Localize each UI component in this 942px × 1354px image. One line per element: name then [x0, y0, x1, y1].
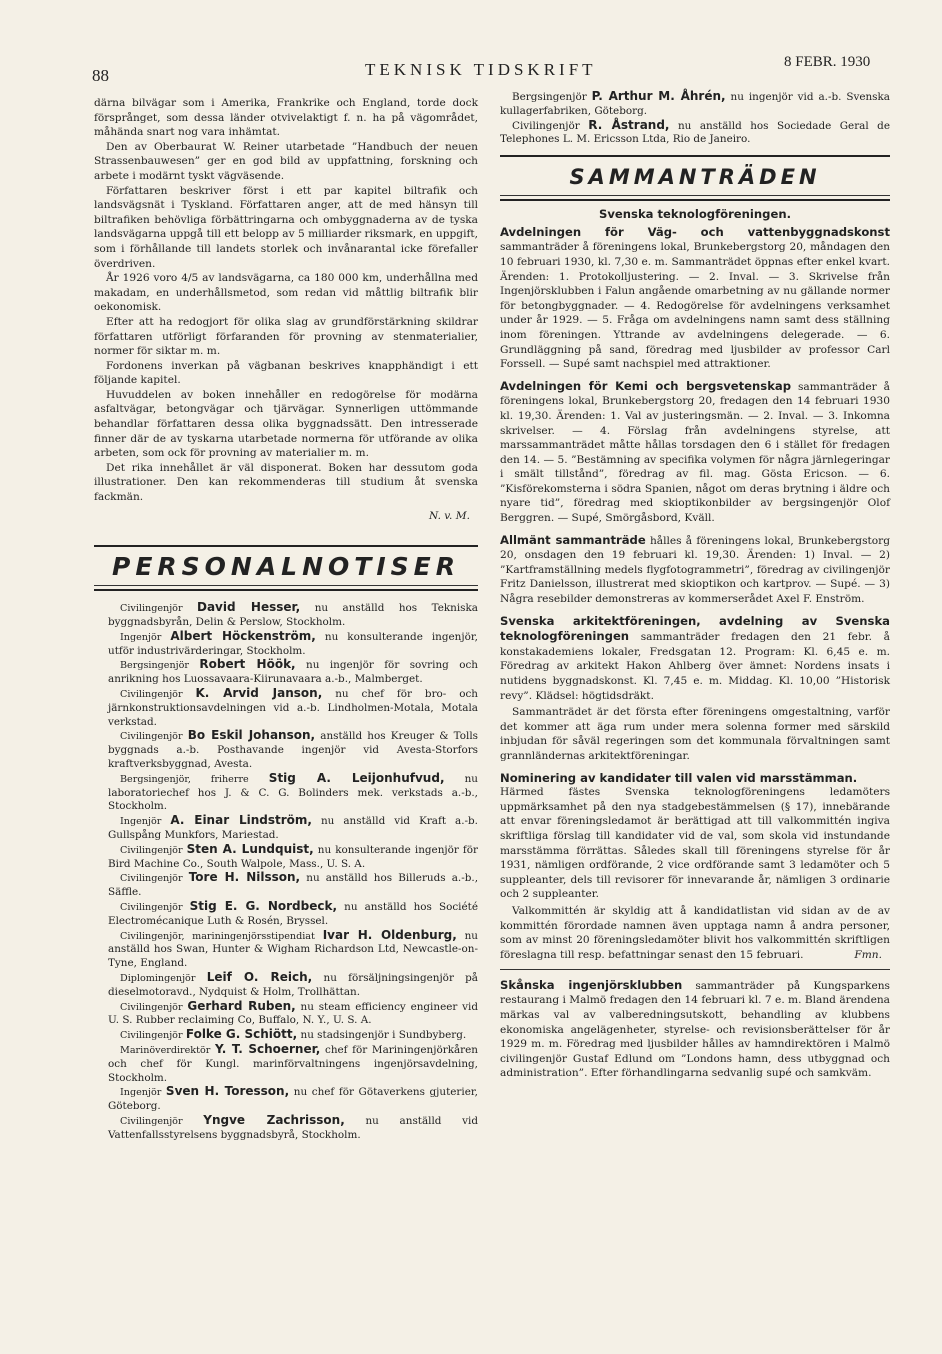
entry-heading: Svenska arkitektföreningen, avdelning av Svenska teknologföreningen — [500, 613, 890, 644]
entry-body: Sammanträdet är det första efter föreningens omgestaltning, varför det kommer att äga rum under mera solenna former med särskild inbjudan för såväl regeringen som det kommunala förvaltningen samt grannländernas arkitektföreningar. — [500, 706, 890, 762]
notice-item: Bergsingenjör P. Arthur M. Åhrén, nu ingenjör vid a.-b. Svenska kullagerfabriken, Göteborg. — [500, 89, 890, 117]
divider — [500, 195, 890, 196]
entry-heading: Skånska ingenjörsklubben — [500, 977, 683, 992]
section-title-personalnotiser: PERSONALNOTISER — [112, 552, 460, 582]
paragraph: därna bilvägar som i Amerika, Frankrike och England, torde dock försprånget, som dessa länder otvivelaktigt f. n. ha på vägområdet, måhända snart nog vara inhämtat. — [94, 97, 478, 139]
notice-item: Ingenjör Sven H. Toresson, nu chef för Götaverkens gjuterier, Göteborg. — [108, 1084, 478, 1113]
paragraph: Efter att ha redogjort för olika slag av grundförstärkning skildrar författaren utförligt förfaranden för provning av stenmaterialier, normer för siktar m. m. — [94, 315, 478, 358]
notice-item: Diplomingenjör Leif O. Reich, nu försäljningsingenjör på dieselmotoravd., Nydquist & Holm, Trollhättan. — [108, 969, 478, 998]
left-column — [94, 96, 478, 1143]
divider — [94, 545, 478, 547]
notice-item: Bergsingenjör Robert Höök, nu ingenjör för sovring och anrikning hos Luossavaara-Kiirunavaara a.-b., Malmberget. — [108, 657, 478, 686]
notice-list — [94, 601, 478, 1142]
divider — [94, 589, 478, 591]
notice-item: Civilingenjör Bo Eskil Johanson, anställd hos Kreuger & Tolls byggnads a.-b. Posthavande ingenjör vid Avesta-Storfors kraftverksbyggnad, Avesta. — [108, 728, 478, 770]
notice-item: Civilingenjör Tore H. Nilsson, nu anställd hos Billeruds a.-b., Säffle. — [108, 870, 478, 899]
divider — [94, 585, 478, 586]
meeting-entry — [500, 379, 890, 526]
paragraph: Det rika innehållet är väl disponerat. Boken har dessutom goda illustrationer. Den kan rekommenderas till studium åt svenska fackmän. — [94, 461, 478, 504]
notice-item: Ingenjör A. Einar Lindström, nu anställd vid Kraft a.-b. Gullspång Munkfors, Mariestad. — [108, 813, 478, 841]
meeting-entry — [500, 614, 890, 704]
notice-item: Civilingenjör R. Åstrand, nu anställd hos Sociedade Geral de Telephones L. M. Ericsson Ltda, Rio de Janeiro. — [500, 117, 890, 146]
entry-body: Valkommittén är skyldig att å kandidatlistan vid sidan av de av kommittén förordade namnen även upptaga namn å andra personer, som av minst 20 föreningsledamöter blivit hos valkommittén skriftligen föreslagna till resp. befattningar senast den 15 februari. — [500, 904, 890, 961]
journal-title: TEKNISK TIDSKRIFT — [365, 60, 597, 79]
divider — [500, 969, 890, 970]
paragraph: År 1926 voro 4/5 av landsvägarna, ca 180 000 km, underhållna med makadam, en underhållsmetod, som redan vid måttlig biltrafik blir oekonomisk. — [94, 272, 478, 314]
entry-heading: Avdelningen för Kemi och bergsvetenskap — [500, 378, 792, 393]
entry-heading: Nominering av kandidater till valen vid marsstämman. — [500, 770, 858, 785]
entry-heading: Allmänt sammanträde — [500, 532, 646, 547]
meeting-entry — [500, 533, 890, 607]
issue-date: 8 FEBR. 1930 — [784, 54, 871, 70]
notice-item: Civilingenjör Yngve Zachrisson, nu anställd vid Vattenfallsstyrelsens byggnadsbyrå, Stockholm. — [108, 1112, 478, 1141]
notice-item: Marinöverdirektör Y. T. Schoerner, chef för Mariningenjörkåren och chef för Kungl. marinförvaltningens ingenjörsavdelning, Stockholm. — [108, 1041, 478, 1084]
notice-item: Civilingenjör K. Arvid Janson, nu chef för bro- och järnkonstruktionsavdelningen vid a.-b. Lindholmen-Motala, Motala verkstad. — [108, 686, 479, 728]
notice-item: Ingenjör Albert Höckenström, nu konsulterande ingenjör, utför industrivärderingar, Stockholm. — [108, 628, 478, 657]
divider — [500, 155, 890, 157]
notice-item: Civilingenjör David Hesser, nu anställd hos Tekniska byggnadsbyrån, Delin & Perslow, Stockholm. — [108, 600, 478, 629]
meeting-entry — [500, 225, 890, 372]
notice-item: Civilingenjör Stig E. G. Nordbeck, nu anställd hos Société Electromécanique Luth & Rosén, Bryssel. — [108, 898, 478, 927]
entry-heading: Avdelningen för Väg- och vattenbyggnadskonst — [500, 224, 890, 239]
notice-item: Civilingenjör, mariningenjörsstipendiat Ivar H. Oldenburg, nu anställd hos Swan, Hunter & Wigham Richardson Ltd, Newcastle-on-Tyne, England. — [108, 927, 478, 970]
society-subheading: Svenska teknologföreningen. — [599, 207, 791, 222]
entry-body: sammanträder å föreningens lokal, Brunkebergstorg 20, fredagen den 14 februari 1930 kl. 19,30. Ärenden: 1. Val av justeringsmän. — 2. Inval. — 3. Inkomna skrivelser. — 4. Förslag från avdelningens styrelse, att marssammanträdet måtte hållas torsdagen den 6 i stället för fredagen den 14. — 5. ”Bestämning av specifika volymen för några järnlegeringar i smält tillstånd”, föredrag av fil. mag. Gösta Ericson. — 6. ”Kisförekomsterna i södra Spanien, något om deras brytning i äldre och nyare tid”, föredrag med skioptikonbilder av bergsingenjör Olof Berggren. — Supé, Smörgåsbord, Kväll. — [500, 380, 890, 525]
meeting-entry — [500, 705, 890, 763]
entry-body: Härmed fästes Svenska teknologföreningens ledamöters uppmärksamhet på den nya stadgebestämmelsen (§ 17), innebärande att envar föreningsledamot är berättigad att till valkommittén ingiva skriftliga förslag till kandidater vid de val, som skola vid instundande marsstämma förrättas. Således skall till föreningens styrelse för år 1931, nämligen ordförande, 2 vice ordförande samt 3 ledamöter och 5 suppleanter, dels till revisorer för innevarande år, nämligen 3 ordinarie och 2 suppleanter. — [500, 786, 890, 901]
section-title-sammantraden: SAMMANTRÄDEN — [569, 165, 821, 190]
nomination-entry — [500, 771, 890, 902]
notice-item: Bergsingenjör, friherre Stig A. Leijonhufvud, nu laboratoriechef hos J. & C. G. Bolinders mek. verkstads a.-b., Stockholm. — [108, 770, 478, 813]
author-signature: Fmn. — [854, 949, 882, 962]
notice-item: Civilingenjör Gerhard Ruben, nu steam efficiency engineer vid U. S. Rubber reclaiming Co, Buffalo, N. Y., U. S. A. — [108, 998, 478, 1027]
notice-item: Civilingenjör Folke G. Schiött, nu stadsingenjör i Sundbyberg. — [120, 1027, 467, 1042]
paragraph: Den av Oberbaurat W. Reiner utarbetade ”Handbuch der neuen Strassenbauwesen” ger en god bild av uppfattning, forskning och arbete i modärnt tyskt vägväsende. — [94, 140, 478, 182]
paragraph: Författaren beskriver först i ett par kapitel biltrafik och landsvägsnät i Tyskland. Författaren anger, att de med hänsyn till biltrafiken behövliga förbättringarna och ombyggnaderna av de tyska landsvägarna uppgå till ett belopp av 5 milliarder riksmark, en uppgift, som i förhållande till landets storlek och invånarantal icke förefaller överdriven. — [94, 184, 478, 270]
notice-item: Civilingenjör Sten A. Lundquist, nu konsulterande ingenjör för Bird Machine Co., South Walpole, Mass., U. S. A. — [108, 841, 478, 870]
entry-body: sammanträder å föreningens lokal, Brunkebergstorg 20, måndagen den 10 februari 1930, kl. 7,30 e. m. Sammanträdet öppnas efter enkel kvart. Ärenden: 1. Protokolljustering. — 2. Inval. — 3. Skrivelse från Ingenjörsklubben i Falun angående omarbetning av nu gällande normer för betongbyggnader. — 4. Redogörelse för avdelningens verksamhet under år 1929. — 5. Fråga om avdelningens namn samt dess ställning inom föreningen. Yttrande av avdelningens delegerade. — 6. Grundläggning på sand, föredrag med ljusbilder av professor Carl Forssell. — Supé samt nachspiel med attraktioner. — [500, 241, 890, 371]
right-column — [500, 90, 890, 1088]
paragraph: Fordonens inverkan på vägbanan beskrives knapphändigt i ett följande kapitel. — [94, 359, 478, 387]
meeting-entry — [500, 978, 890, 1081]
entry-body: sammanträder fredagen den 21 febr. å konstakademiens lokaler, Fredsgatan 12. Program: Kl. 6,45 e. m. Föredrag av arkitekt Hakon Ahlberg över ämnet: Nordens insats i nutidens byggnadskonst. Kl. 7,45 e. m. Middag. Kl. 10,00 ”Historisk revy”. Klädsel: högtidsdräkt. — [500, 631, 890, 702]
page-number: 88 — [92, 66, 109, 85]
entry-body: sammanträder på Kungsparkens restaurang i Malmö fredagen den 14 februari kl. 7 e. m. Bland ärendena märkas val av valberedningsutskott, behandling av klubbens ekonomiska angelägenheter, styrelse- och revisionsberättelser för år 1929 m. m. Föredrag med ljusbilder hålles av hamndirektören i Malmö civilingenjör Gustaf Edlund om ”Londons hamn, dess utbyggnad och administration”. Efter förhandlingarna sedvanlig supé och samkväm. — [500, 979, 890, 1080]
review-signature: N. v. M. — [428, 509, 470, 522]
divider — [500, 199, 890, 201]
entry-body: hålles å föreningens lokal, Brunkebergstorg 20, onsdagen den 19 februari kl. 19,30. Ärenden: 1) Inval. — 2) ”Kartframställning medels flygfotogrammetri”, föredrag av civilingenjör Fritz Danielsson, illustrerat med skioptikon och kartprov. — Supé. — 3) Några resebilder demonstreras av kommerserådet Axel F. Enström. — [500, 534, 890, 606]
paragraph: Huvuddelen av boken innehåller en redogörelse för modärna asfaltvägar, betongvägar och tjärvägar. Synnerligen uttömmande behandlar författaren dessa olika byggnadssätt. Den intresserade finner där de av tyskarna utarbetade normerna för utförande av olika arbeten, som ock för provning av materialier m. m. — [94, 388, 478, 460]
